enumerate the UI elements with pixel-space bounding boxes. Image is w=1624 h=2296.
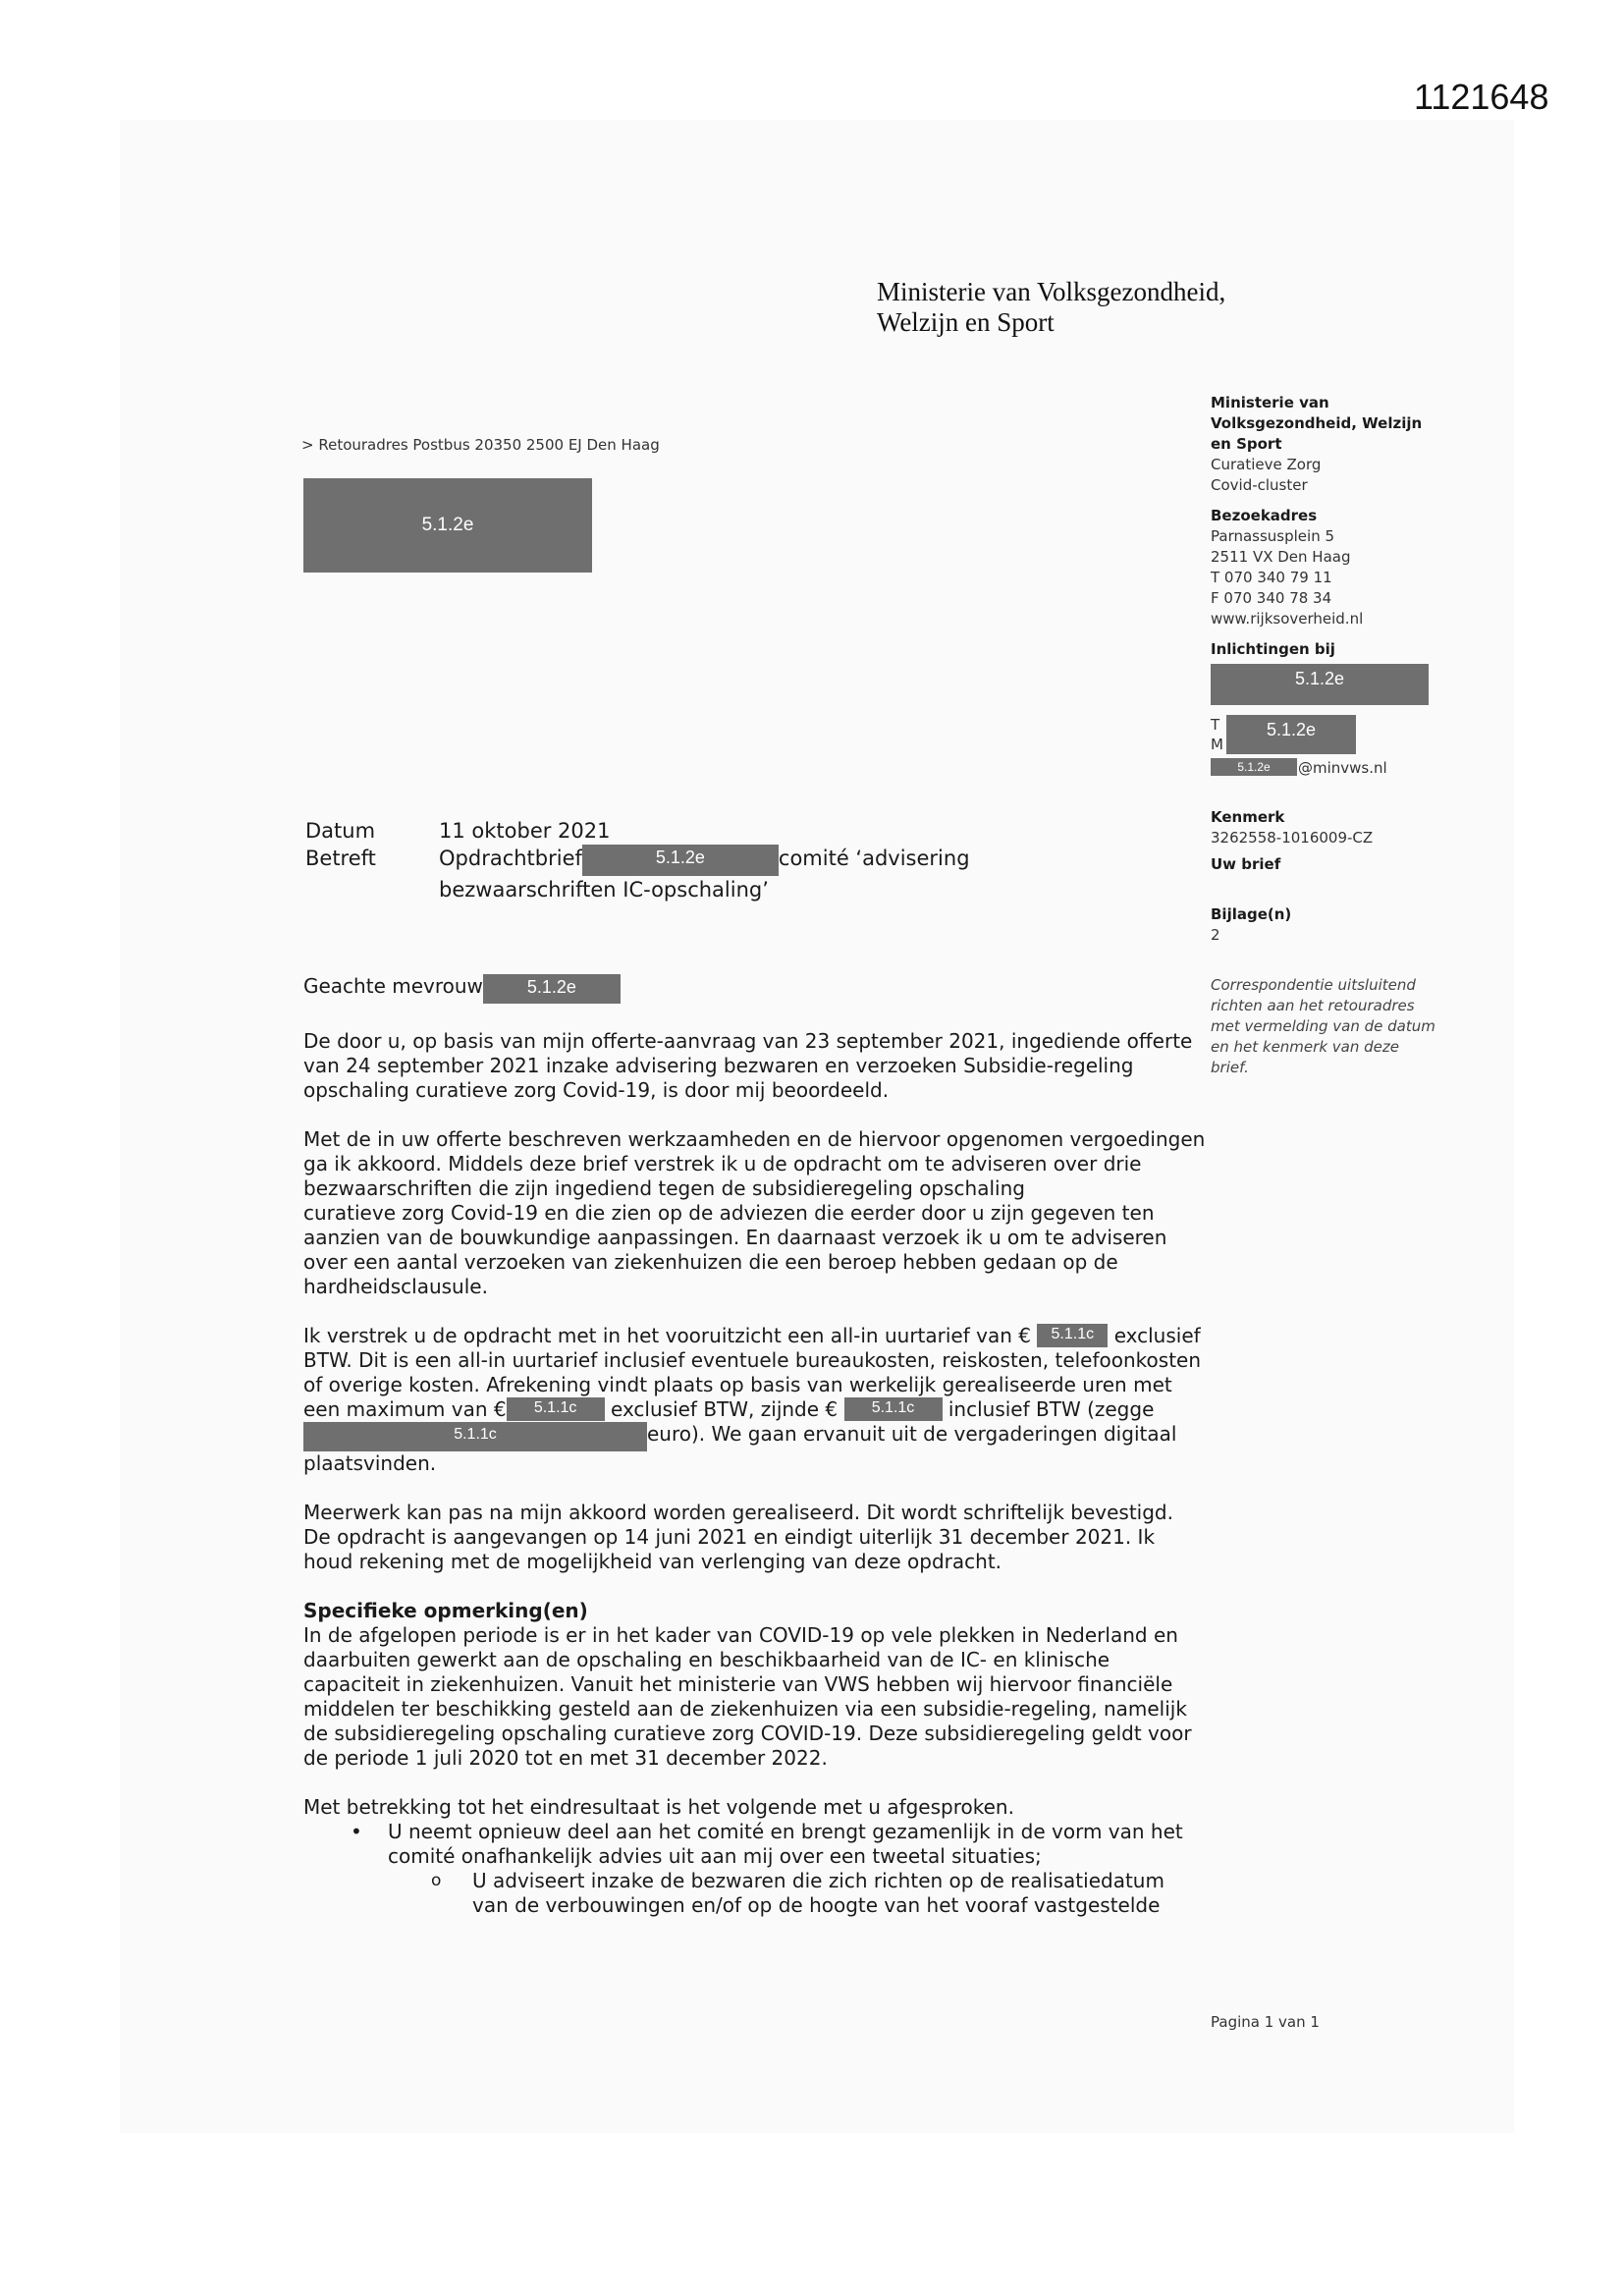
redaction-code: 5.1.2e xyxy=(421,515,474,535)
paragraph-rate xyxy=(303,1324,1207,1476)
correspondence-note-5: brief. xyxy=(1211,1059,1249,1076)
redaction-max-incl xyxy=(844,1397,943,1421)
redaction-code: 5.1.1c xyxy=(454,1426,497,1443)
datum-label: Datum xyxy=(305,819,376,843)
rate-text-1: Ik verstrek u de opdracht met in het vooruitzicht een all-in uurtarief van € xyxy=(303,1324,1031,1347)
redaction-salutation xyxy=(483,974,621,1004)
section-heading: Specifieke opmerking(en) xyxy=(303,1599,588,1622)
betreft-label: Betreft xyxy=(305,847,376,870)
visit-address-heading: Bezoekadres xyxy=(1211,507,1318,524)
rate-text-3: exclusief BTW, zijnde € xyxy=(610,1397,839,1421)
redaction-code: 5.1.2e xyxy=(1237,760,1271,774)
phone-t-label: T xyxy=(1211,716,1220,734)
logo-line-2: Welzijn en Sport xyxy=(877,307,1055,337)
visit-line-1: Parnassusplein 5 xyxy=(1211,527,1335,545)
list-item: o U adviseert inzake de bezwaren die zich richten op de realisatiedatum van de verbouwingen en/of op de hoogte van het vooraf vastgestelde xyxy=(472,1869,1207,1918)
salutation: Geachte mevrouw xyxy=(303,974,483,998)
visit-line-2: 2511 VX Den Haag xyxy=(1211,548,1351,566)
kenmerk-heading: Kenmerk xyxy=(1211,808,1285,826)
sidebar-org-1: Ministerie van xyxy=(1211,394,1329,411)
return-address: > Retouradres Postbus 20350 2500 EJ Den Haag xyxy=(301,436,660,454)
rate-text-5: euro). We gaan ervanuit uit de vergaderingen digitaal plaatsvinden. xyxy=(303,1422,1177,1475)
letter-meta xyxy=(305,817,970,903)
correspondence-note-1: Correspondentie uitsluitend xyxy=(1211,976,1416,994)
sidebar-dept-2: Covid-cluster xyxy=(1211,476,1308,494)
paragraph-context: In de afgelopen periode is er in het kader van COVID-19 op vele plekken in Nederland en daarbuiten gewerkt aan de opschaling en beschikbaarheid van de IC- en klinische capaciteit in ziekenhuizen. Vanuit het ministerie van VWS hebben wij hiervoor financiële middelen ter beschikking gesteld aan de ziekenhuizen via een subsidie-regeling, namelijk de subsidieregeling opschaling curatieve zorg COVID-19. Deze subsidieregeling geldt voor de periode 1 juli 2020 tot en met 31 december 2022. xyxy=(303,1623,1192,1770)
redaction-code: 5.1.2e xyxy=(526,977,576,997)
paragraph-assignment-a: Met de in uw offerte beschreven werkzaamheden en de hiervoor opgenomen vergoedingen ga ik akkoord. Middels deze brief verstrek ik u de opdracht om te adviseren over drie bezwaarschriften die zijn ingediend tegen de subsidieregeling opschaling xyxy=(303,1127,1206,1200)
uw-brief-heading: Uw brief xyxy=(1211,855,1281,873)
rate-text-2: exclusief BTW. Dit is een all-in uurtarief inclusief eventuele bureaukosten, reiskosten, telefoonkosten of overige kosten. Afrekening vindt plaats op basis van werkelijk gerealiseerde uren met een maximum van € xyxy=(303,1324,1202,1421)
redaction-contact-name xyxy=(1211,664,1429,705)
datum-value: 11 oktober 2021 xyxy=(439,819,611,843)
paragraph-extra-work: Meerwerk kan pas na mijn akkoord worden gerealiseerd. Dit wordt schriftelijk bevestigd. De opdracht is aangevangen op 14 juni 2021 en eindigt uiterlijk 31 december 2021. Ik houd rekening met de mogelijkheid van verlenging van deze opdracht. xyxy=(303,1501,1173,1573)
betreft-prefix: Opdrachtbrief xyxy=(439,847,582,870)
paragraph-agreement: Met betrekking tot het eindresultaat is het volgende met u afgesproken. xyxy=(303,1795,1014,1819)
sidebar-colophon xyxy=(1211,393,1466,1078)
redaction-hourly-rate xyxy=(1037,1324,1108,1347)
agreement-sublist xyxy=(388,1869,1207,1918)
ministry-logo-text xyxy=(877,277,1225,338)
visit-line-5: www.rijksoverheid.nl xyxy=(1211,610,1364,628)
redaction-max-excl xyxy=(507,1397,605,1421)
redaction-recipient-address xyxy=(303,478,592,573)
bijlage-value: 2 xyxy=(1211,926,1220,944)
kenmerk-value: 3262558-1016009-CZ xyxy=(1211,829,1374,847)
paragraph-assignment-b: curatieve zorg Covid-19 en die zien op de adviezen die eerder door u zijn gegeven ten aanzien van de bouwkundige aanpassingen. En daarnaast verzoek ik u om te adviseren over een aantal verzoeken van ziekenhuizen die een beroep hebben gedaan op de hardheidsclausule. xyxy=(303,1201,1167,1298)
correspondence-note-3: met vermelding van de datum xyxy=(1211,1017,1435,1035)
correspondence-note-2: richten aan het retouradres xyxy=(1211,997,1415,1014)
phone-m-label: M xyxy=(1211,736,1223,753)
paragraph-offer: De door u, op basis van mijn offerte-aanvraag van 23 september 2021, ingediende offerte van 24 september 2021 inzake advisering bezwaren en verzoeken Subsidie-regeling opschaling curatieve zorg Covid-19, is door mij beoordeeld. xyxy=(303,1029,1193,1102)
email-domain: @minvws.nl xyxy=(1298,759,1387,777)
redaction-code: 5.1.1c xyxy=(1051,1326,1095,1342)
redaction-code: 5.1.2e xyxy=(655,847,705,867)
sidebar-org-2: Volksgezondheid, Welzijn xyxy=(1211,414,1423,432)
betreft-suffix: comité ‘advisering xyxy=(778,847,970,870)
list-item xyxy=(388,1820,1207,1918)
salutation-block xyxy=(303,974,1207,1004)
redaction-code: 5.1.1c xyxy=(871,1399,915,1416)
redaction-code: 5.1.1c xyxy=(533,1399,577,1416)
letter-body xyxy=(303,1029,1207,1918)
redaction-code: 5.1.2e xyxy=(1294,669,1345,688)
redaction-amount-words xyxy=(303,1422,647,1451)
betreft-line-2: bezwaarschriften IC-opschaling’ xyxy=(439,878,769,902)
redaction-betreft xyxy=(582,845,779,876)
sidebar-org-3: en Sport xyxy=(1211,435,1282,453)
correspondence-note-4: en het kenmerk van deze xyxy=(1211,1038,1399,1056)
agreement-list xyxy=(303,1820,1207,1918)
redaction-email xyxy=(1211,758,1297,776)
info-heading: Inlichtingen bij xyxy=(1211,640,1335,658)
visit-line-4: F 070 340 78 34 xyxy=(1211,589,1332,607)
page-footer: Pagina 1 van 1 xyxy=(1211,2013,1320,2031)
rate-text-4: inclusief BTW (zegge xyxy=(947,1397,1155,1421)
redaction-code: 5.1.2e xyxy=(1266,720,1317,739)
document-number: 1121648 xyxy=(1414,77,1549,117)
bijlage-heading: Bijlage(n) xyxy=(1211,905,1292,923)
logo-line-1: Ministerie van Volksgezondheid, xyxy=(877,277,1226,306)
visit-line-3: T 070 340 79 11 xyxy=(1211,569,1332,586)
redaction-phone xyxy=(1226,715,1356,754)
bullet-1-text: U neemt opnieuw deel aan het comité en brengt gezamenlijk in de vorm van het comité onafhankelijk advies uit aan mij over een tweetal situaties; xyxy=(388,1820,1183,1868)
sidebar-dept-1: Curatieve Zorg xyxy=(1211,456,1322,473)
